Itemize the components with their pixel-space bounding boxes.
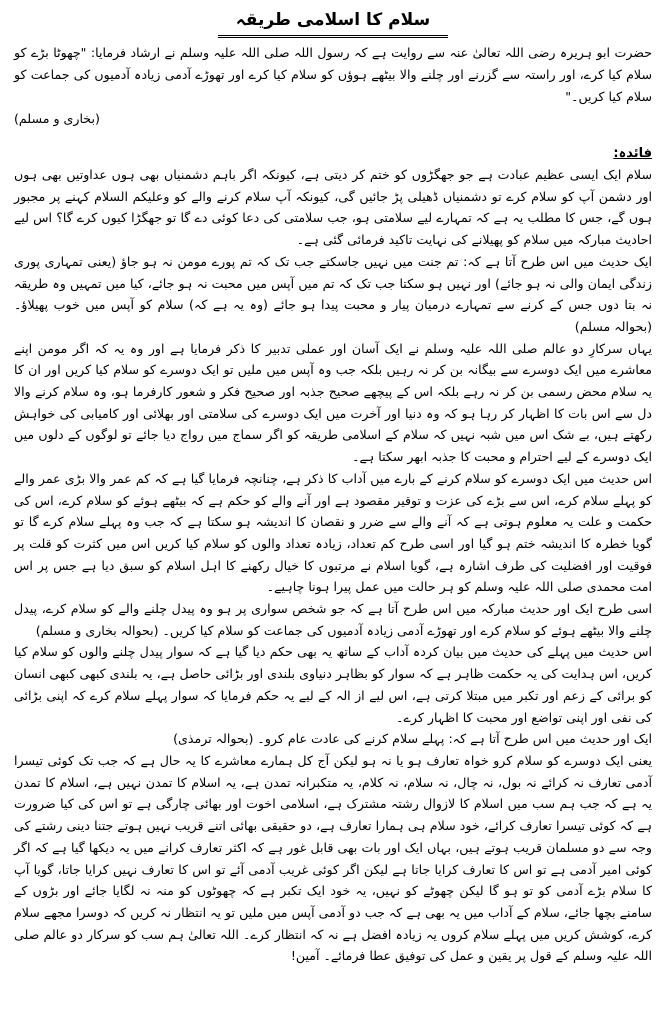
section-heading: فائدہ: xyxy=(613,146,652,161)
paragraph: اس حدیث میں ایک دوسرے کو سلام کرنے کے بارے میں آداب کا ذکر ہے، چنانچہ فرمایا گیا ہے کہ کم عمر والا بڑی عمر والے کو پہلے سلام کرے، اس سے بڑے کی عزت و توقیر مقصود ہے اور آنے والے کو حکم ہے کہ بیٹھے ہوئے کو سلام کرے، اس کی حکمت و علت یہ معلوم ہوتی ہے کہ آنے والے سے ضرر و نقصان کا اندیشہ ہو سکتا ہے کہ جب وہ پہلے سلام کرے گا تو گویا خطرہ کا اندیشہ ختم ہو گیا اور اسی طرح کم تعداد، زیادہ تعداد والوں کو سلام کیا کریں اس میں کثرت کو قلت پر فوقیت اور افضلیت کی طرف اشارہ ہے، گویا اسلام نے مرتبوں کا خیال رکھنے کا اہل اسلام کو سبق دیا ہے جس پر اس امت محمدی صلی اللہ علیہ وسلم کو ہر حالت میں عمل پیرا ہونا چاہیے۔ xyxy=(14,470,652,595)
hadith-reference: (بخاری و مسلم) xyxy=(14,111,100,126)
paragraph: یہاں سرکارِ دو عالم صلی اللہ علیہ وسلم نے ایک آسان اور عملی تدبیر کا ذکر فرمایا ہے اور وہ یہ کہ اگر مومن اپنے معاشرے میں ایک دوسرے سے بیگانہ بن کر نہ رہیں بلکہ جب وہ آپس میں ملیں تو ایک دوسرے کو سلام کیا کریں اور ان کا یہ سلام محض رسمی بن کر نہ رہے بلکہ اس کے پیچھے صحیح جذبہ اور صحیح فکر و شعور کارفرما ہو، وہ سلام کرنے والا دل سے اس بات کا اظہار کر رہا ہو کہ وہ دنیا اور آخرت میں ایک دوسرے کی سلامتی اور بھلائی اور کامیابی کی خواہش رکھتے ہیں، بے شک اس میں شبہ نہیں کہ سلام کے اسلامی طریقہ کو اگر سماج میں رواج دیا جائے تو لوگوں کے دلوں میں ایک دوسرے کے لیے احترام و محبت کا جذبہ ابھر سکتا ہے۔ xyxy=(14,340,652,465)
hadith-text: حضرت ابو ہریرہ رضی اللہ تعالیٰ عنہ سے روایت ہے کہ رسول اللہ صلی اللہ علیہ وسلم نے ارشاد فرمایا: "چھوٹا بڑے کو سلام کیا کرے، اور راستہ سے گزرنے اور چلنے والا بیٹھے ہوؤں کو سلام کیا کرے اور تھوڑے آدمی زیادہ آدمیوں کی جماعت کو سلام کیا کریں۔" xyxy=(14,45,652,104)
title-wrap xyxy=(14,6,652,40)
paragraph: ایک حدیث میں اس طرح آتا ہے کہ: تم جنت میں نہیں جاسکتے جب تک کہ تم پورے مومن نہ ہو جاؤ (یعنی تمہاری پوری زندگی ایمان والی نہ ہو جائے) اور نہیں ہو سکتا جب تک کہ تم میں آپس میں محبت نہ ہو جائے، کیا میں تمہیں وہ طریقہ نہ بتا دوں جس کے کرنے سے تمہارے درمیان پیار و محبت پیدا ہو جائے (وہ یہ ہے کہ) سلام کو آپس میں خوب پھیلاؤ۔ (بحوالہ مسلم) xyxy=(14,253,652,334)
paragraph: اس حدیث میں پہلے کی حدیث میں بیان کردہ آداب کے ساتھ یہ بھی حکم دیا گیا ہے کہ سوار پیدل چلنے والوں کو سلام کیا کریں، اس ہدایت کی یہ حکمت ظاہر ہے کہ سوار کو بظاہر دنیاوی بلندی اور بڑائی حاصل ہے، یہ بلندی کبھی کبھی انسان کو برائی کے زعم اور تکبر میں مبتلا کرتی ہے، اس لیے از الہ کے لیے یہ حکم فرمایا کہ سوار پہلے سلام کرے کہ اپنی بڑائی کی نفی اور اپنی تواضع اور محبت کا اظہار کرے۔ xyxy=(14,644,652,725)
paragraph: ایک اور حدیث میں اس طرح آتا ہے کہ: پہلے سلام کرنے کی عادت عام کرو۔ (بحوالہ ترمذی) xyxy=(173,731,652,747)
paragraph: یعنی ایک دوسرے کو سلام کرو خواہ تعارف ہو یا نہ ہو لیکن آج کل ہمارے معاشرے کا یہ حال ہے کہ جب تک کوئی تیسرا آدمی تعارف نہ کرائے نہ بول، نہ چال، نہ سلام، نہ کلام، یہ متکبرانہ تمدن ہے، یہ اسلام کا تمدن نہیں ہے، اسلام کا تمدن یہ ہے کہ جب ہم سب میں اسلام کا لازوال رشتہ مشترک ہے، اسلامی اخوت اور بھائی چارگی ہے تو اس کی کیا ضرورت ہے کہ کوئی تیسرا تعارف کرائے، خود سلام ہی ہمارا تعارف ہے، دو حقیقی بھائی اتنے قریب نہیں ہوتے جتنا دینی رشتے کی وجہ سے دو مسلمان قریب ہوتے ہیں، بہاں ایک اور بات بھی قابل غور ہے کہ اکثر تعارف کرانے میں یہ دیکھا گیا ہے کہ اگر کوئی امیر آدمی ہے تو اس کا تعارف کرایا جاتا ہے لیکن اگر کوئی غریب آدمی آئے تو اس کا تعارف نہیں کرایا جاتا، گویا آپ کا سلام بڑے آدمی کو تو ہو گا لیکن چھوٹے کو نہیں، یہ خود ایک تکبر ہے کہ چھوٹوں کو منہ نہ لگایا جائے اور بڑوں کے سامنے بچھا جائے، سلام کے آداب میں یہ بھی ہے کہ جب دو آدمی آپس میں ملیں تو یہ انتظار نہ کریں کہ دوسرا مجھے سلام کرے، کوشش کریں میں پہلے سلام کروں یہ زیادہ افضل ہے نہ کہ انتظار کرے۔ اللہ تعالیٰ ہم سب کو سرکار دو عالم صلی اللہ علیہ وسلم کے قول پر یقین و عمل کی توفیق عطا فرمائے۔ آمین! xyxy=(14,752,652,964)
paragraph: اسی طرح ایک اور حدیث مبارکہ میں اس طرح آتا ہے کہ جو شخص سواری پر ہو وہ پیدل چلنے والے کو سلام کرے، پیدل چلنے والا بیٹھے ہوئے کو سلام کرے اور تھوڑے آدمی زیادہ آدمیوں کی جماعت کو سلام کیا کریں۔ (بحوالہ بخاری و مسلم) xyxy=(14,601,652,638)
article-title: سلام کا اسلامی طریقہ xyxy=(218,6,448,38)
paragraph: سلام ایک ایسی عظیم عبادت ہے جو جھگڑوں کو ختم کر دیتی ہے، کیونکہ اگر باہم دشمنیاں بھی ہوں عداوتیں بھی ہوں اور دشمن آپ کو سلام کرے تو دشمنیاں ڈھیلی پڑ جائیں گی، کیونکہ آپ سلام کرنے والے کو وعلیکم السلام کہنے پر مجبور ہوں گے، جس کا مطلب یہ ہے کہ تمہارے لیے سلامتی ہو، جب سلامتی کی دعا کوئی دے گا تو جھگڑا کیوں کرے گا؟ اس لیے احادیث مبارکہ میں سلام کو پھیلانے کی نہایت تاکید فرمائی گئی ہے۔ xyxy=(14,167,652,248)
article-body xyxy=(14,164,652,967)
